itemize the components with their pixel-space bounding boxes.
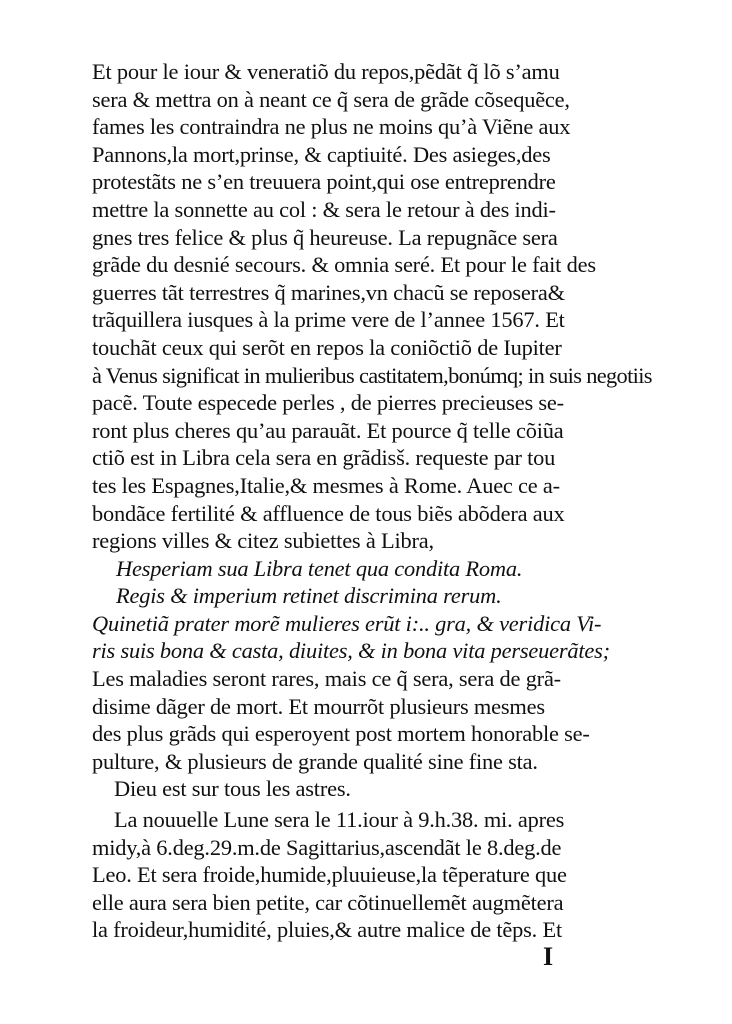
text-line: La nouuelle Lune sera le 11.iour à 9.h.38. mi. apres bbox=[114, 807, 565, 833]
signature-mark: I bbox=[543, 942, 554, 971]
text-line: Et pour le iour & veneratiõ du repos,pẽdãt q̃ lõ s’amu bbox=[92, 59, 560, 84]
text-line: mettre la sonnette au col : & sera le retour à des indi- bbox=[92, 196, 556, 222]
text-line: bondãce fertilité & affluence de tous biẽs abõdera aux bbox=[92, 500, 565, 526]
text-line: sera & mettra on à neant ce q̃ sera de grãde cõsequẽce, bbox=[92, 86, 570, 112]
text-line: Quinetiã prater morẽ mulieres erũt i:.. gra, & veridica Vi- bbox=[92, 610, 602, 636]
text-line: Hesperiam sua Libra tenet qua condita Roma. bbox=[116, 555, 523, 581]
text-line: guerres tãt terrestres q̃ marines,vn chacũ se reposera& bbox=[92, 279, 565, 305]
text-line: Leo. Et sera froide,humide,pluuieuse,la tẽperature que bbox=[92, 862, 567, 888]
text-line: protestãts ne s’en treuuera point,qui ose entreprendre bbox=[92, 169, 556, 195]
text-line: grãde du desnié secours. & omnia seré. Et pour le fait des bbox=[92, 252, 596, 278]
text-line: midy,à 6.deg.29.m.de Sagittarius,ascendãt le 8.deg.de bbox=[92, 834, 562, 860]
text-line: des plus grãds qui esperoyent post mortem honorable se- bbox=[92, 721, 590, 747]
text-line: la froideur,humidité, pluies,& autre malice de tẽps. Et bbox=[92, 917, 562, 943]
text-line: à Venus significat in mulieribus castitatem,bonúmq; in suis negotiis bbox=[92, 362, 652, 388]
text-line: ctiõ est in Libra cela sera en grãdisš. requeste par tou bbox=[92, 445, 556, 471]
text-line: fames les contraindra ne plus ne moins qu’à Viẽne aux bbox=[92, 114, 571, 140]
text-line: tes les Espagnes,Italie,& mesmes à Rome. Auec ce a- bbox=[92, 472, 560, 498]
text-line: ront plus cheres qu’au parauãt. Et pource q̃ telle cõiũa bbox=[92, 417, 564, 443]
text-line: elle aura sera bien petite, car cõtinuellemẽt augmẽtera bbox=[92, 889, 564, 915]
text-line: pacẽ. Toute especede perles , de pierres precieuses se- bbox=[92, 390, 564, 416]
text-line: trãquillera iusques à la prime vere de l’annee 1567. Et bbox=[92, 307, 565, 333]
text-line: Pannons,la mort,prinse, & captiuité. Des asieges,des bbox=[92, 141, 551, 167]
text-line: ris suis bona & casta, diuites, & in bona vita perseuerãtes; bbox=[92, 638, 610, 664]
text-line: Les maladies seront rares, mais ce q̃ sera, sera de grã- bbox=[92, 666, 561, 692]
text-line: regions villes & citez subiettes à Libra, bbox=[92, 528, 434, 554]
text-line: touchãt ceux qui serõt en repos la coniõctiõ de Iupiter bbox=[92, 334, 562, 360]
text-line: pulture, & plusieurs de grande qualité sine fine sta. bbox=[92, 748, 538, 774]
text-line: Dieu est sur tous les astres. bbox=[114, 776, 351, 802]
text-line: gnes tres felice & plus q̃ heureuse. La repugnãce sera bbox=[92, 224, 558, 250]
text-line: disime dãger de mort. Et mourrõt plusieurs mesmes bbox=[92, 693, 545, 719]
text-line: Regis & imperium retinet discrimina rerum. bbox=[116, 583, 502, 609]
page-text bbox=[92, 58, 652, 944]
